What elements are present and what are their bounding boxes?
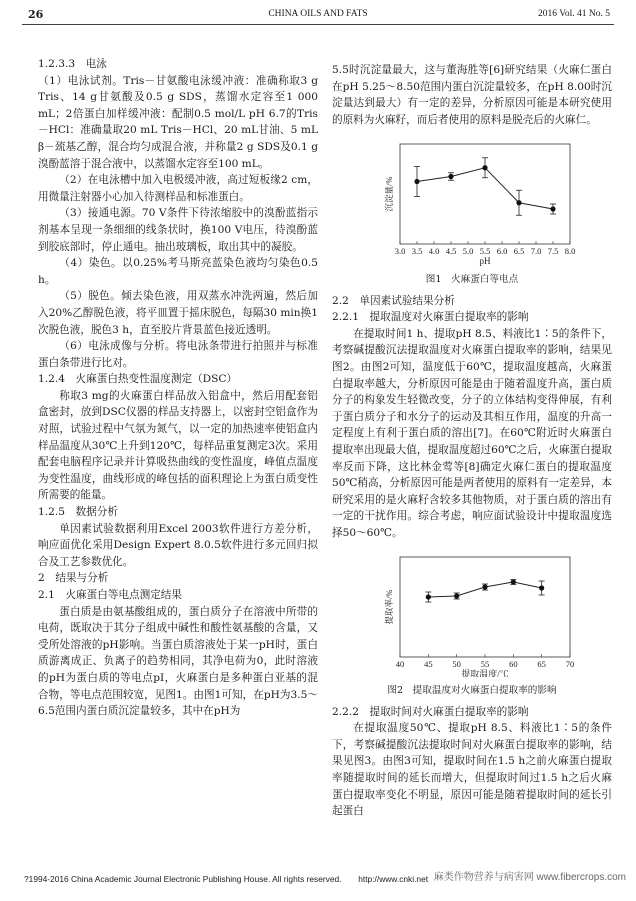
fig2-x-tick-label: 70 [565,659,575,670]
fig1-x-tick-label: 7.5 [547,246,559,257]
fig2-data-point [539,586,544,591]
section-heading: 1.2.4 火麻蛋白热变性温度测定（DSC） [38,373,238,386]
paragraph: （6）电泳成像与分析。将电泳条带进行拍照并与标准蛋白条带进行比对。 [38,340,318,369]
fig2-x-tick-label: 50 [452,659,461,670]
figure-2-caption: 图2 提取温度对火麻蛋白提取率的影响 [387,685,557,697]
paragraph: （4）染色。以0.25%考马斯亮蓝染色液均匀染色0.5 h。 [38,257,318,286]
copyright-footer: ?1994-2016 China Academic Journal Electronic Publishing House. All rights reserved. http://www.cnki.net [24,874,429,884]
fig1-x-axis-label: pH [479,256,491,267]
figure-1 [332,134,612,288]
fig2-data-point [426,595,431,600]
fig1-x-tick-label: 4.0 [428,246,440,257]
fig2-y-axis-label: 提取率/% [384,589,394,625]
journal-volume: 2016 Vol. 41 No. 5 [538,9,610,19]
fig1-x-tick-label: 7.0 [530,246,542,257]
right-column-mid-text [332,293,612,542]
fig1-data-point [516,201,521,206]
fig2-data-point [482,585,487,590]
fig1-data-point [448,174,453,179]
paragraph: （1）电泳试剂。Tris－甘氨酸电泳缓冲液：准确称取3 g Tris、14 g甘氨酸及0.5 g SDS，蒸馏水定容至1 000 mL；2倍蛋白加样缓冲液：配制0.5 mol/L pH 6.7的Tris－HCl：准确量取20 mL Tris－HCl、20 mL甘油、5 mL β－巯基乙醇，混合均匀成混合液，并称量2 g SDS及0.1 g溴酚蓝溶于混合液中，以蒸馏水定容至100 mL。 [38,74,318,170]
paragraph: （3）接通电源。70 V条件下待浓缩胶中的溴酚蓝指示剂基本呈现一条细细的线条状时，换100 V电压，待溴酚蓝到胶底部时，停止通电。抽出玻璃板，取出其中的凝胶。 [38,207,318,253]
page-header [22,6,614,24]
page-number: 26 [28,8,44,21]
fig1-x-tick-label: 4.5 [445,246,457,257]
fig2-x-axis-label: 提取温度/℃ [461,669,509,678]
fig1-x-tick-label: 6.0 [496,246,508,257]
fig2-x-tick-label: 65 [537,659,546,670]
paragraph: 单因素试验数据利用Excel 2003软件进行方差分析，响应面优化采用Design Expert 8.0.5软件进行多元回归拟合及工艺参数优化。 [38,522,318,568]
fig1-x-tick-label: 6.5 [513,246,525,257]
fig2-data-point [454,594,459,599]
section-heading: 2.2 单因素试验结果分析 [332,294,455,307]
figure-2 [332,547,612,699]
paragraph: 称取3 mg的火麻蛋白样品放入铝盒中，然后用配套铝盒密封，放到DSC仪器的样品支持器上，以密封空铝盒作为对照，试验过程中气氛为氮气，以一定的加热速率使铝盒内样品温度从30℃上升到120℃，每样品重复测定3次。采用配套电脑程序记录并计算吸热曲线的变性温度，峰值点温度为变性温度，曲线形成的峰包括的面积理论上为蛋白质变性所需要的能量。 [38,389,318,502]
section-heading: 2.2.2 提取时间对火麻蛋白提取率的影响 [332,705,529,718]
paragraph: 5.5时沉淀量最大，这与董海胜等[6]研究结果（火麻仁蛋白在pH 5.25～8.50范围内蛋白沉淀量较多，在pH 8.00时沉淀量达到最大）有一定的差异，分析原因可能是本研究使用的原料为火麻籽，而后者使用的原料是脱壳后的火麻仁。 [332,64,612,126]
fig1-y-axis-label: 沉淀量/% [384,176,394,212]
right-column-bottom-text [332,704,612,820]
fig1-x-tick-label: 5.5 [479,246,491,257]
figure-1-caption: 图1 火麻蛋白等电点 [425,273,519,285]
paragraph: 在提取温度50℃、提取pH 8.5、料液比1∶5的条件下，考察碱提酸沉法提取时间对火麻蛋白提取率的影响，结果见图3。由图3可知，提取时间在1.5 h之前火麻蛋白提取率随提取时间的延长而增大，但提取时间过1.5 h之后火麻蛋白提取率变化不明显，原因可能是随着提取时间的延长引起蛋白 [332,722,612,818]
paragraph: （5）脱色。倾去染色液，用双蒸水冲洗两遍，然后加入20%乙醇脱色液，将平皿置于摇床脱色，每隔30 min换1次脱色液，脱色3 h，直至胶片背景蓝色接近透明。 [38,290,318,336]
section-heading: 2 结果与分析 [38,572,109,585]
right-column [332,62,612,820]
fig1-x-tick-label: 3.0 [394,246,406,257]
fig2-data-point [511,580,516,585]
fig2-x-tick-label: 40 [395,659,405,670]
figure-1-chart [332,134,612,266]
section-heading: 2.2.1 提取温度对火麻蛋白提取率的影响 [332,311,529,324]
fig1-x-tick-label: 5.0 [462,246,474,257]
figure-2-chart [332,547,612,677]
paragraph: （2）在电泳槽中加入电极缓冲液，高过短板缘2 cm，用微量注射器小心加入待测样品和标准蛋白。 [38,174,318,203]
section-heading: 2.1 火麻蛋白等电点测定结果 [38,589,182,601]
fig1-x-tick-label: 3.5 [411,246,423,257]
right-column-top-text [332,62,612,128]
paragraph: 在提取时间1 h、提取pH 8.5、料液比1∶5的条件下，考察碱提酸沉法提取温度对火麻蛋白提取率的影响，结果见图2。由图2可知，温度低于60℃，提取温度越高，火麻蛋白提取率越大，分析原因可能是由于随着温度升高，蛋白质分子的构象发生轻微改变，分子的立体结构变得伸展，有利于蛋白质分子和水分子的运动及其相互作用，温度的升高一定程度上有利于蛋白质的溶出[7]。在60℃附近时火麻蛋白提取率出现最大值，提取温度超过60℃之后，火麻蛋白提取率反而下降，这比林金莺等[8]确定火麻仁蛋白的提取温度50℃稍高，分析原因可能是两者使用的原料有一定差异，本研究采用的是火麻籽含较多其他物质，对于蛋白质的溶出有一定的干扰作用。综合考虑，响应面试验设计中提取温度选择50～60℃。 [332,327,612,539]
fig1-data-point [414,179,419,184]
fig1-data-point [482,166,487,171]
fig2-x-tick-label: 45 [424,659,433,670]
paragraph: 蛋白质是由氨基酸组成的，蛋白质分子在溶液中所带的电荷，既取决于其分子组成中碱性和酸性氨基酸的含量，又受所处溶液的pH影响。当蛋白质溶液处于某一pH时，蛋白质游离成正、负离子的趋势相同，其净电荷为0，此时溶液的pH为蛋白质的等电点pI，火麻蛋白是多种蛋白亚基的混合物，等电点范围较宽，见图1。由图1可知，在pH为3.5～6.5范围内蛋白质沉淀量较多，其中在pH为 [38,605,318,718]
header-rule [22,24,614,25]
section-heading: 1.2.5 数据分析 [38,506,118,519]
section-heading: 1.2.3.3 电泳 [38,58,107,70]
fig2-plot-frame [400,557,570,657]
site-watermark: 麻类作物营养与病害网 www.fibercrops.com [433,872,626,883]
fig2-x-tick-label: 55 [480,659,490,670]
fig2-x-tick-label: 60 [509,659,518,670]
fig1-x-tick-label: 8.0 [564,246,576,257]
left-column [38,56,318,720]
journal-title: CHINA OILS AND FATS [268,9,368,19]
fig1-data-point [550,207,555,212]
